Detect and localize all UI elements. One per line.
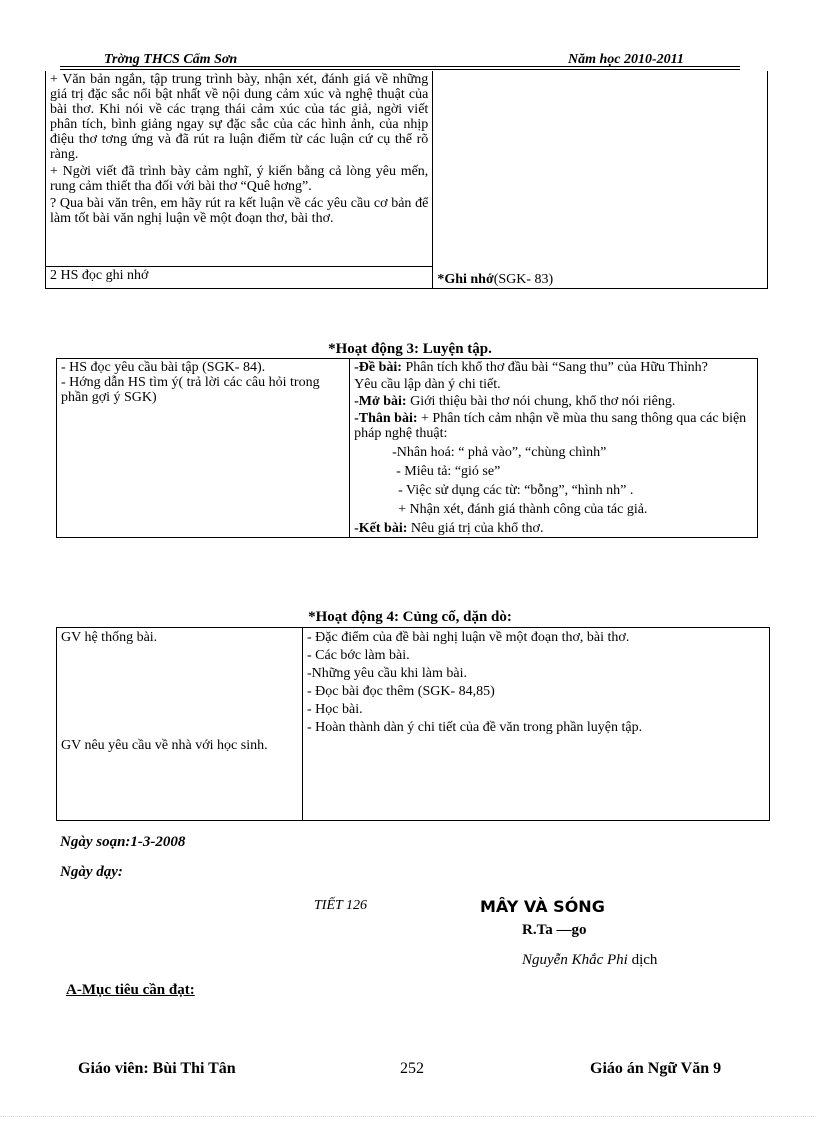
review-item: -Những yêu cầu khi làm bài. <box>307 666 467 681</box>
review-right-cell <box>303 628 770 821</box>
ket-bai <box>354 521 753 536</box>
than-bai-text: + Phân tích cảm nhận về mùa thu sang thông qua các biện pháp nghệ thuật: <box>354 411 747 441</box>
practice-left-cell <box>57 359 350 538</box>
than-bai-label: -Thân bài: <box>354 411 418 426</box>
header-rule-2 <box>60 69 740 70</box>
practice-right-cell <box>350 359 758 538</box>
ngay-day: Ngày dạy: <box>60 864 123 880</box>
discussion-table <box>45 71 768 289</box>
discussion-left-cell <box>46 71 433 266</box>
translator-name: Nguyễn Khắc Phi <box>522 952 628 968</box>
footer-book: Giáo án Ngữ Văn 9 <box>590 1060 722 1077</box>
ngay-soan: Ngày soạn:1-3-2008 <box>60 834 186 850</box>
school-year: Năm học 2010-2011 <box>568 52 684 67</box>
translator-line <box>522 952 657 969</box>
review-item: - Các bớc làm bài. <box>307 648 410 663</box>
practice-left-line: - Hớng dẫn HS tìm ý( trả lời các câu hỏi trong phần gợi ý SGK) <box>61 375 320 405</box>
ghi-nho-label: *Ghi nhớ <box>437 272 494 287</box>
practice-left-line: - HS đọc yêu cầu bài tập (SGK- 84). <box>61 360 266 375</box>
objectives-heading: A-Mục tiêu cần đạt: <box>66 982 195 998</box>
lesson-number: TIẾT 126 <box>314 898 368 913</box>
section-3-title: *Hoạt động 3: Luyện tập. <box>328 341 492 357</box>
mo-bai-text: Giới thiệu bài thơ nói chung, khổ thơ nói riêng. <box>406 394 676 409</box>
de-bai-label: -Đề bài: <box>354 360 402 375</box>
review-left-bottom: GV nêu yêu cầu về nhà với học sinh. <box>61 738 268 753</box>
review-item: - Học bài. <box>307 702 363 717</box>
than-bai-summary: + Nhận xét, đánh giá thành công của tác giả. <box>398 502 648 517</box>
lesson-title: MÂY VÀ SÓNG <box>480 897 605 916</box>
analysis-paragraph: + Ngời viết đã trình bày cảm nghĩ, ý kiến bằng cả lòng yêu mến, rung cảm thiết tha đối với bài thơ “Quê hơng”. <box>50 164 429 194</box>
page-bottom-rule <box>0 1116 816 1117</box>
than-bai-item: - Miêu tả: “gió se” <box>396 464 501 479</box>
question-paragraph: ? Qua bài văn trên, em hãy rút ra kết luận về các yêu cầu cơ bản để làm tốt bài văn nghị luận về một đoạn thơ, bài thơ. <box>50 196 429 226</box>
review-item: - Đọc bài đọc thêm (SGK- 84,85) <box>307 684 495 699</box>
ket-bai-text: Nêu giá trị của khổ thơ. <box>407 521 544 536</box>
than-bai-item: -Nhân hoá: “ phả vào”, “chùng chình” <box>392 445 607 460</box>
translator-suffix: dịch <box>627 952 658 968</box>
ket-bai-label: -Kết bài: <box>354 521 408 536</box>
footer-teacher: Giáo viên: Bùi Thi Tân <box>78 1060 236 1077</box>
de-bai-text: Phân tích khổ thơ đầu bài “Sang thu” của Hữu Thỉnh? <box>401 360 708 375</box>
than-bai <box>354 411 753 441</box>
review-left-cell <box>57 628 303 821</box>
poem-author: R.Ta —go <box>522 922 587 938</box>
mo-bai-label: -Mở bài: <box>354 394 407 409</box>
ghi-nho-ref: (SGK- 83) <box>493 272 554 287</box>
review-table <box>56 627 770 821</box>
page-number: 252 <box>400 1060 424 1077</box>
practice-table <box>56 358 758 538</box>
discussion-left-last: 2 HS đọc ghi nhớ <box>46 266 433 288</box>
ghi-nho-note <box>437 272 763 287</box>
review-item: - Hoàn thành dàn ý chi tiết của đề văn trong phần luyện tập. <box>307 720 643 735</box>
discussion-right-cell <box>433 71 768 289</box>
than-bai-item: - Việc sử dụng các từ: “bỗng”, “hình nh” . <box>398 483 634 498</box>
mo-bai <box>354 394 753 409</box>
section-4-title: *Hoạt động 4: Củng cố, dặn dò: <box>308 609 512 625</box>
review-item: - Đặc điểm của đề bài nghị luận về một đoạn thơ, bài thơ. <box>307 630 630 645</box>
review-left-top: GV hệ thống bài. <box>61 630 158 645</box>
header-rule <box>60 66 740 67</box>
de-bai <box>354 360 753 375</box>
analysis-paragraph: + Văn bản ngắn, tập trung trình bày, nhận xét, đánh giá về những giá trị đặc sắc nổi bật nhất về nội dung cảm xúc và nghệ thuật của bài thơ. Khi nói về các trạng thái cảm xúc của tác giả, ngời viết phân tích, bình giảng ngay sự đặc sắc của các hình ảnh, của nhịp điệu thơ tơng ứng và đã rút ra luận điểm từ các luận cứ cụ thể rõ ràng. <box>50 72 429 162</box>
yeu-cau: Yêu cầu lập dàn ý chi tiết. <box>354 377 501 392</box>
school-name: Trờng THCS Cẩm Sơn <box>104 52 238 67</box>
